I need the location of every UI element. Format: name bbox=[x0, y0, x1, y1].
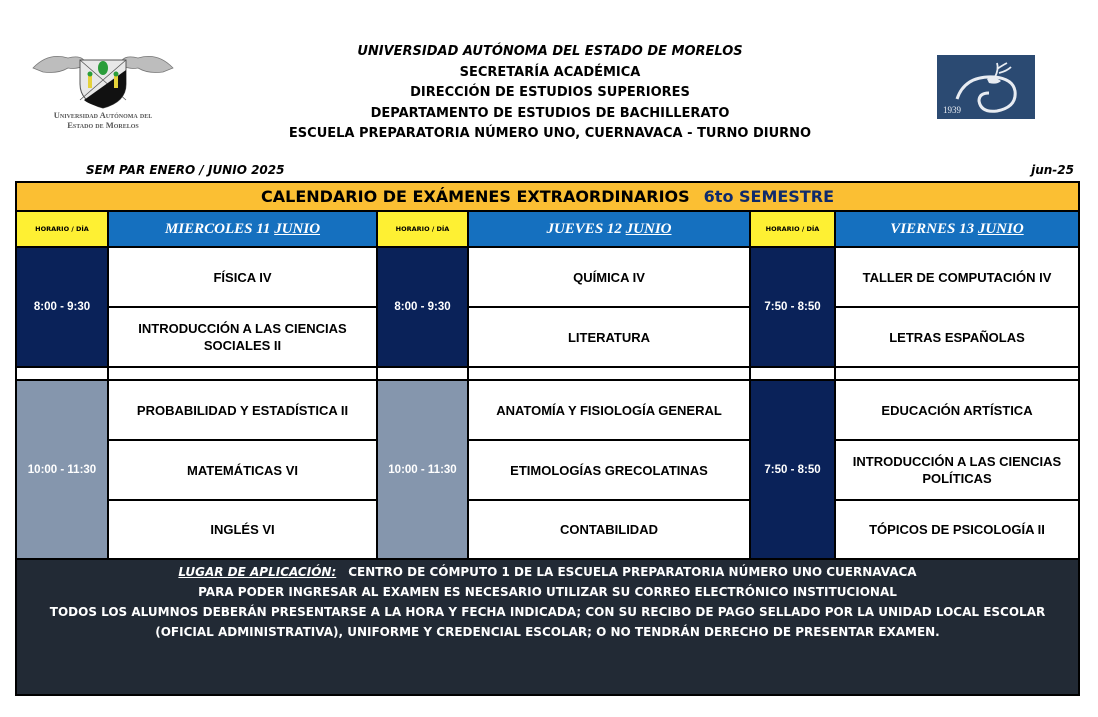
spacer-cell bbox=[469, 368, 751, 381]
subject-cell-text: ANATOMÍA Y FISIOLOGÍA GENERAL bbox=[496, 402, 722, 418]
horario-header-text: HORARIO / DÍA bbox=[35, 225, 89, 233]
day-month: JUNIO bbox=[625, 220, 672, 237]
spacer-cell bbox=[378, 368, 469, 381]
departamento-label: DEPARTAMENTO DE ESTUDIOS DE BACHILLERATO bbox=[370, 105, 730, 121]
spacer-cell bbox=[109, 368, 378, 381]
footer-line-3: TODOS LOS ALUMNOS DEBERÁN PRESENTARSE A LA HORA Y FECHA INDICADA; CON SU RECIBO DE PAGO SELLADO POR LA UNIDAD LOCAL ESCOLAR bbox=[49, 605, 1046, 619]
horario-header bbox=[378, 212, 469, 248]
escuela-label: ESCUELA PREPARATORIA NÚMERO UNO, CUERNAVACA - TURNO DIURNO bbox=[288, 126, 812, 141]
time-slot-text: 10:00 - 11:30 bbox=[388, 463, 457, 476]
time-slot bbox=[378, 248, 469, 368]
university-name: UNIVERSIDAD AUTÓNOMA DEL ESTADO DE MORELOS bbox=[357, 44, 743, 59]
subject-cell-text: TÓPICOS DE PSICOLOGÍA II bbox=[869, 522, 1045, 537]
emblem-year: 1939 bbox=[943, 105, 961, 115]
subject-cell-text: QUÍMICA IV bbox=[573, 269, 645, 285]
subject-cell-text: EDUCACIÓN ARTÍSTICA bbox=[881, 402, 1033, 418]
document-header bbox=[200, 42, 900, 145]
day-month: JUNIO bbox=[274, 220, 321, 237]
spacer-cell bbox=[836, 368, 1078, 381]
time-slot bbox=[751, 381, 836, 560]
subject-cell bbox=[469, 441, 751, 501]
subject-cell bbox=[836, 248, 1078, 308]
direccion-label: DIRECCIÓN DE ESTUDIOS SUPERIORES bbox=[410, 85, 690, 100]
logo-text-line1: Universidad Autónoma del bbox=[53, 110, 153, 120]
subject-cell bbox=[836, 381, 1078, 441]
subject-cell bbox=[836, 501, 1078, 560]
horario-header-text: HORARIO / DÍA bbox=[395, 225, 450, 233]
horario-header bbox=[17, 212, 109, 248]
uaem-crest-icon bbox=[28, 48, 178, 110]
spacer-cell bbox=[751, 368, 836, 381]
calendar-title: CALENDARIO DE EXÁMENES EXTRAORDINARIOS bbox=[261, 187, 690, 206]
subject-cell bbox=[469, 381, 751, 441]
subject-cell-text: LETRAS ESPAÑOLAS bbox=[889, 329, 1025, 345]
time-slot bbox=[378, 381, 469, 560]
subject-cell bbox=[469, 248, 751, 308]
time-slot-text: 8:00 - 9:30 bbox=[394, 301, 451, 313]
footer-notice bbox=[17, 560, 1078, 694]
calendar-title-bar bbox=[17, 183, 1078, 212]
day-header bbox=[836, 212, 1078, 248]
time-slot-text: 10:00 - 11:30 bbox=[27, 463, 97, 476]
logo-text-line2: Estado de Morelos bbox=[67, 120, 139, 130]
semester-badge: 6to SEMESTRE bbox=[703, 187, 834, 206]
subject-cell-text: FÍSICA IV bbox=[213, 269, 272, 285]
time-slot-text: 7:50 - 8:50 bbox=[764, 463, 821, 476]
subject-cell-text: LITERATURA bbox=[567, 329, 651, 345]
subject-cell bbox=[109, 441, 378, 501]
footer-line-4: (OFICIAL ADMINISTRATIVA), UNIFORME Y CREDENCIAL ESCOLAR; O NO TENDRÁN DERECHO DE PRESENTAR EXAMEN. bbox=[155, 625, 940, 639]
subject-cell-text: INTRODUCCIÓN A LAS CIENCIAS POLÍTICAS bbox=[852, 454, 1062, 486]
time-slot-text: 7:50 - 8:50 bbox=[764, 301, 821, 313]
time-slot bbox=[17, 381, 109, 560]
day-name: VIERNES 13 bbox=[890, 220, 975, 237]
subject-cell bbox=[109, 381, 378, 441]
lugar-label: LUGAR DE APLICACIÓN: bbox=[178, 565, 337, 579]
day-header bbox=[109, 212, 378, 248]
horario-header bbox=[751, 212, 836, 248]
subject-cell-text: INGLÉS VI bbox=[210, 522, 275, 537]
semester-label: SEM PAR ENERO / JUNIO 2025 bbox=[86, 163, 285, 177]
time-slot bbox=[751, 248, 836, 368]
subject-cell-text: PROBABILIDAD Y ESTADÍSTICA II bbox=[136, 402, 349, 418]
exam-calendar-table bbox=[15, 181, 1080, 696]
deer-emblem-icon bbox=[937, 55, 1035, 119]
day-name: JUEVES 12 bbox=[546, 220, 622, 237]
time-slot bbox=[17, 248, 109, 368]
date-label: jun-25 bbox=[1031, 163, 1074, 177]
subject-cell bbox=[109, 308, 378, 368]
secretaria-label: SECRETARÍA ACADÉMICA bbox=[459, 64, 641, 80]
day-month: JUNIO bbox=[977, 220, 1024, 237]
uaem-logo-text bbox=[28, 110, 178, 130]
subject-cell-text: MATEMÁTICAS VI bbox=[187, 462, 298, 478]
subject-cell-text: INTRODUCCIÓN A LAS CIENCIAS SOCIALES II bbox=[138, 321, 347, 353]
lugar-value: CENTRO DE CÓMPUTO 1 DE LA ESCUELA PREPARATORIA NÚMERO UNO CUERNAVACA bbox=[348, 565, 917, 579]
subject-cell-text: TALLER DE COMPUTACIÓN IV bbox=[862, 269, 1052, 285]
footer-line-2: PARA PODER INGRESAR AL EXAMEN ES NECESARIO UTILIZAR SU CORREO ELECTRÓNICO INSTITUCIONAL bbox=[198, 585, 897, 599]
horario-header-text: HORARIO / DÍA bbox=[765, 225, 820, 233]
subject-cell bbox=[836, 441, 1078, 501]
uaem-logo bbox=[28, 48, 178, 138]
subject-cell bbox=[469, 501, 751, 560]
prepa-logo bbox=[937, 55, 1035, 119]
footer-lugar-line bbox=[17, 562, 1078, 582]
day-header bbox=[469, 212, 751, 248]
spacer-cell bbox=[17, 368, 109, 381]
subject-cell-text: CONTABILIDAD bbox=[560, 522, 658, 537]
day-name: MIERCOLES 11 bbox=[164, 220, 271, 237]
subject-cell bbox=[469, 308, 751, 368]
subject-cell bbox=[109, 501, 378, 560]
subject-cell-text: ETIMOLOGÍAS GRECOLATINAS bbox=[510, 462, 708, 478]
time-slot-text: 8:00 - 9:30 bbox=[33, 301, 91, 313]
subject-cell bbox=[836, 308, 1078, 368]
subject-cell bbox=[109, 248, 378, 308]
